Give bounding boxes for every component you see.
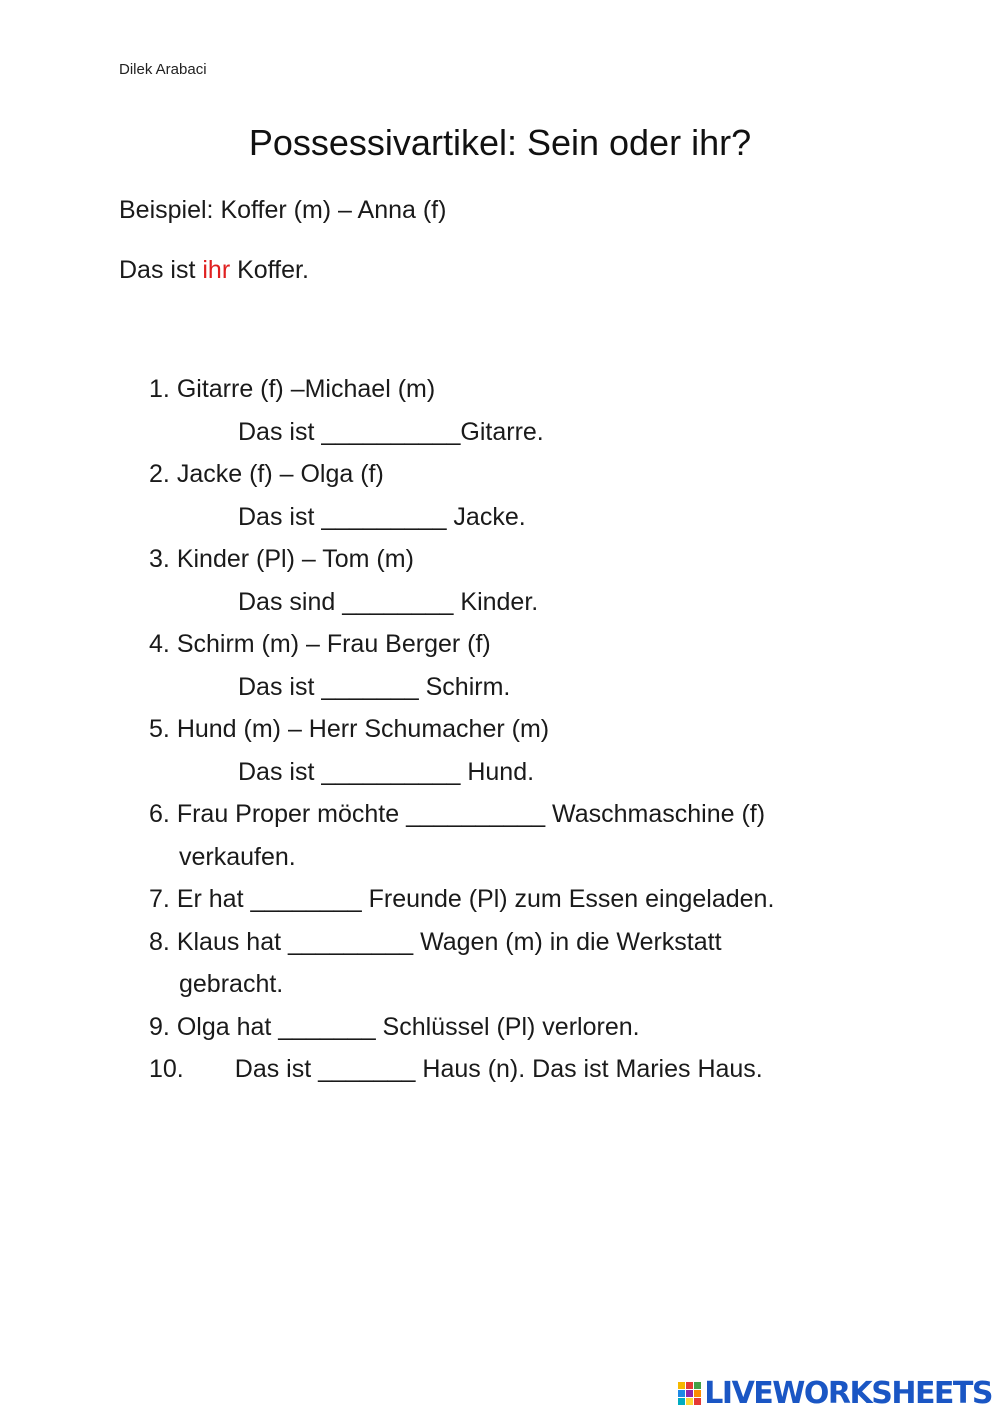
author-name: Dilek Arabaci <box>119 61 207 78</box>
exercise-text: Olga hat _______ Schlüssel (Pl) verloren. <box>176 1012 640 1041</box>
exercise-prompt: Hund (m) – Herr Schumacher (m) <box>176 715 550 743</box>
worksheet-title: Possessivartikel: Sein oder ihr? <box>248 122 752 163</box>
exercise-6-line1 <box>149 793 774 836</box>
exercise-2-sentence: Das ist _________ Jacke. <box>238 502 526 531</box>
exercise-4-sentence: Das ist _______ Schirm. <box>238 672 511 701</box>
exercise-text: Klaus hat _________ Wagen (m) in die Werkstatt <box>176 927 722 956</box>
exercise-number: 5. <box>149 715 170 743</box>
exercise-number: 2. <box>149 460 170 488</box>
exercise-number: 9. <box>149 1012 170 1041</box>
example-label: Beispiel: Koffer (m) – Anna (f) <box>119 196 447 224</box>
exercise-number: 8. <box>149 927 170 956</box>
exercise-7-line1 <box>149 878 774 921</box>
exercise-3-sentence: Das sind ________ Kinder. <box>238 587 539 616</box>
exercise-text: Das ist _______ Haus (n). Das ist Maries Haus. <box>234 1055 763 1083</box>
example-sentence-prefix: Das ist <box>119 256 203 284</box>
exercise-5-sentence: Das ist __________ Hund. <box>238 757 535 786</box>
exercise-prompt: Jacke (f) – Olga (f) <box>176 460 384 488</box>
exercise-6-line2: verkaufen. <box>179 842 296 871</box>
exercise-number: 7. <box>149 885 170 913</box>
liveworksheets-brand <box>678 1376 992 1411</box>
exercise-prompt: Gitarre (f) –Michael (m) <box>176 375 436 403</box>
liveworksheets-logo-text: LIVEWORKSHEETS <box>704 1376 992 1411</box>
exercise-list <box>149 368 774 1091</box>
example-answer: ihr <box>202 256 231 284</box>
liveworksheets-logo-icon <box>678 1382 701 1405</box>
exercise-number: 1. <box>149 375 170 403</box>
exercise-8-line1 <box>149 921 774 964</box>
exercise-1-prompt <box>149 368 774 411</box>
exercise-1-sentence: Das ist __________Gitarre. <box>238 417 544 446</box>
exercise-2-prompt <box>149 453 774 496</box>
exercise-number: 6. <box>149 800 170 828</box>
exercise-9-line1 <box>149 1006 774 1049</box>
exercise-number: 10. <box>149 1055 184 1083</box>
exercise-5-prompt <box>149 708 774 751</box>
exercise-4-prompt <box>149 623 774 666</box>
example-sentence-suffix: Koffer. <box>230 256 309 284</box>
example-sentence <box>119 256 309 285</box>
exercise-number: 3. <box>149 545 170 573</box>
exercise-text: Er hat ________ Freunde (Pl) zum Essen eingeladen. <box>176 885 775 913</box>
exercise-prompt: Schirm (m) – Frau Berger (f) <box>176 630 491 658</box>
exercise-3-prompt <box>149 538 774 581</box>
exercise-10-line1 <box>149 1048 774 1091</box>
exercise-number: 4. <box>149 630 170 658</box>
exercise-8-line2: gebracht. <box>179 970 284 998</box>
exercise-prompt: Kinder (Pl) – Tom (m) <box>176 545 414 573</box>
exercise-text: Frau Proper möchte __________ Waschmaschine (f) <box>176 800 766 828</box>
